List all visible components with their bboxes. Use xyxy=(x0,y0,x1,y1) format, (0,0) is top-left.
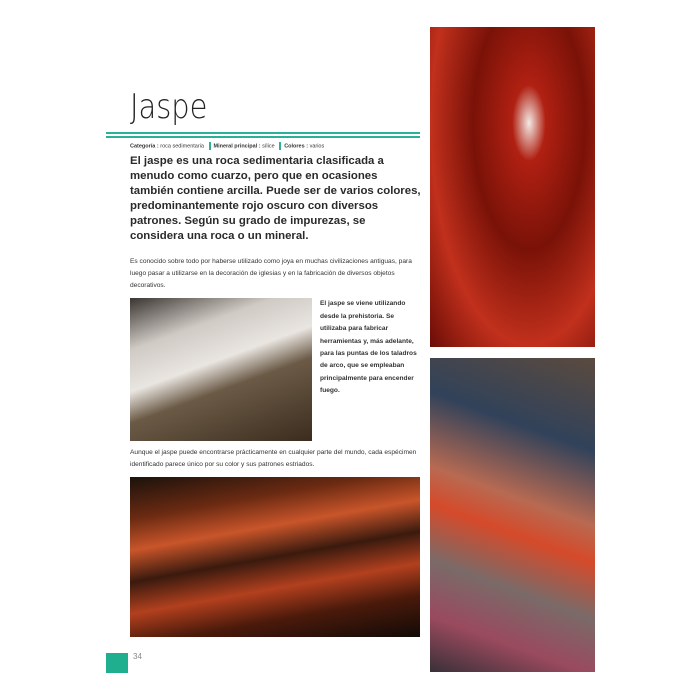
body-paragraph: Es conocido sobre todo por haberse utilizado como joya en muchas civilizaciones antiguas, para luego pasar a utilizarse en la decoración de iglesias y en la fabricación de diversos objetos decorativos. xyxy=(130,258,412,290)
mineral-meta xyxy=(130,142,422,151)
separator xyxy=(279,142,281,150)
main-column xyxy=(130,86,422,637)
footer-accent-square xyxy=(106,653,128,673)
page-title: Jaspe xyxy=(130,87,208,127)
colors-value: varios xyxy=(309,143,325,150)
category-value: roca sedimentaria xyxy=(160,143,204,150)
mineral-value: sílice xyxy=(262,143,275,150)
category-label: Categoría : xyxy=(130,143,159,150)
mineral-label: Mineral principal : xyxy=(213,143,261,150)
body-paragraph-2: Aunque el jaspe puede encontrarse prácticamente en cualquier parte del mundo, cada espécimen identificado parece único por su color y sus patrones estriados. xyxy=(130,449,417,469)
polished-jasper-stones-photo xyxy=(430,358,595,672)
colors-label: Colores : xyxy=(284,143,309,150)
title-rule xyxy=(106,132,420,134)
side-paragraph: El jaspe se viene utilizando desde la prehistoria. Se utilizaba para fabricar herramientas y, más adelante, para las puntas de los taladros de arco, que se empleaban principalmente para encender fuego. xyxy=(320,300,417,395)
bow-drill-photo xyxy=(130,298,312,441)
page-number: 34 xyxy=(133,652,142,661)
photo-with-caption-row xyxy=(130,298,422,441)
red-jasper-closeup-photo xyxy=(430,27,595,347)
title-rule-2 xyxy=(106,136,420,138)
lead-paragraph: El jaspe es una roca sedimentaria clasificada a menudo como cuarzo, pero que en ocasiones también contiene arcilla. Puede ser de varios colores, predominantemente rojo oscuro con diversos patrones. Según su grado de impurezas, se considera una roca o un mineral. xyxy=(130,155,421,243)
separator xyxy=(209,142,211,150)
red-jasper-water-photo xyxy=(130,477,420,637)
